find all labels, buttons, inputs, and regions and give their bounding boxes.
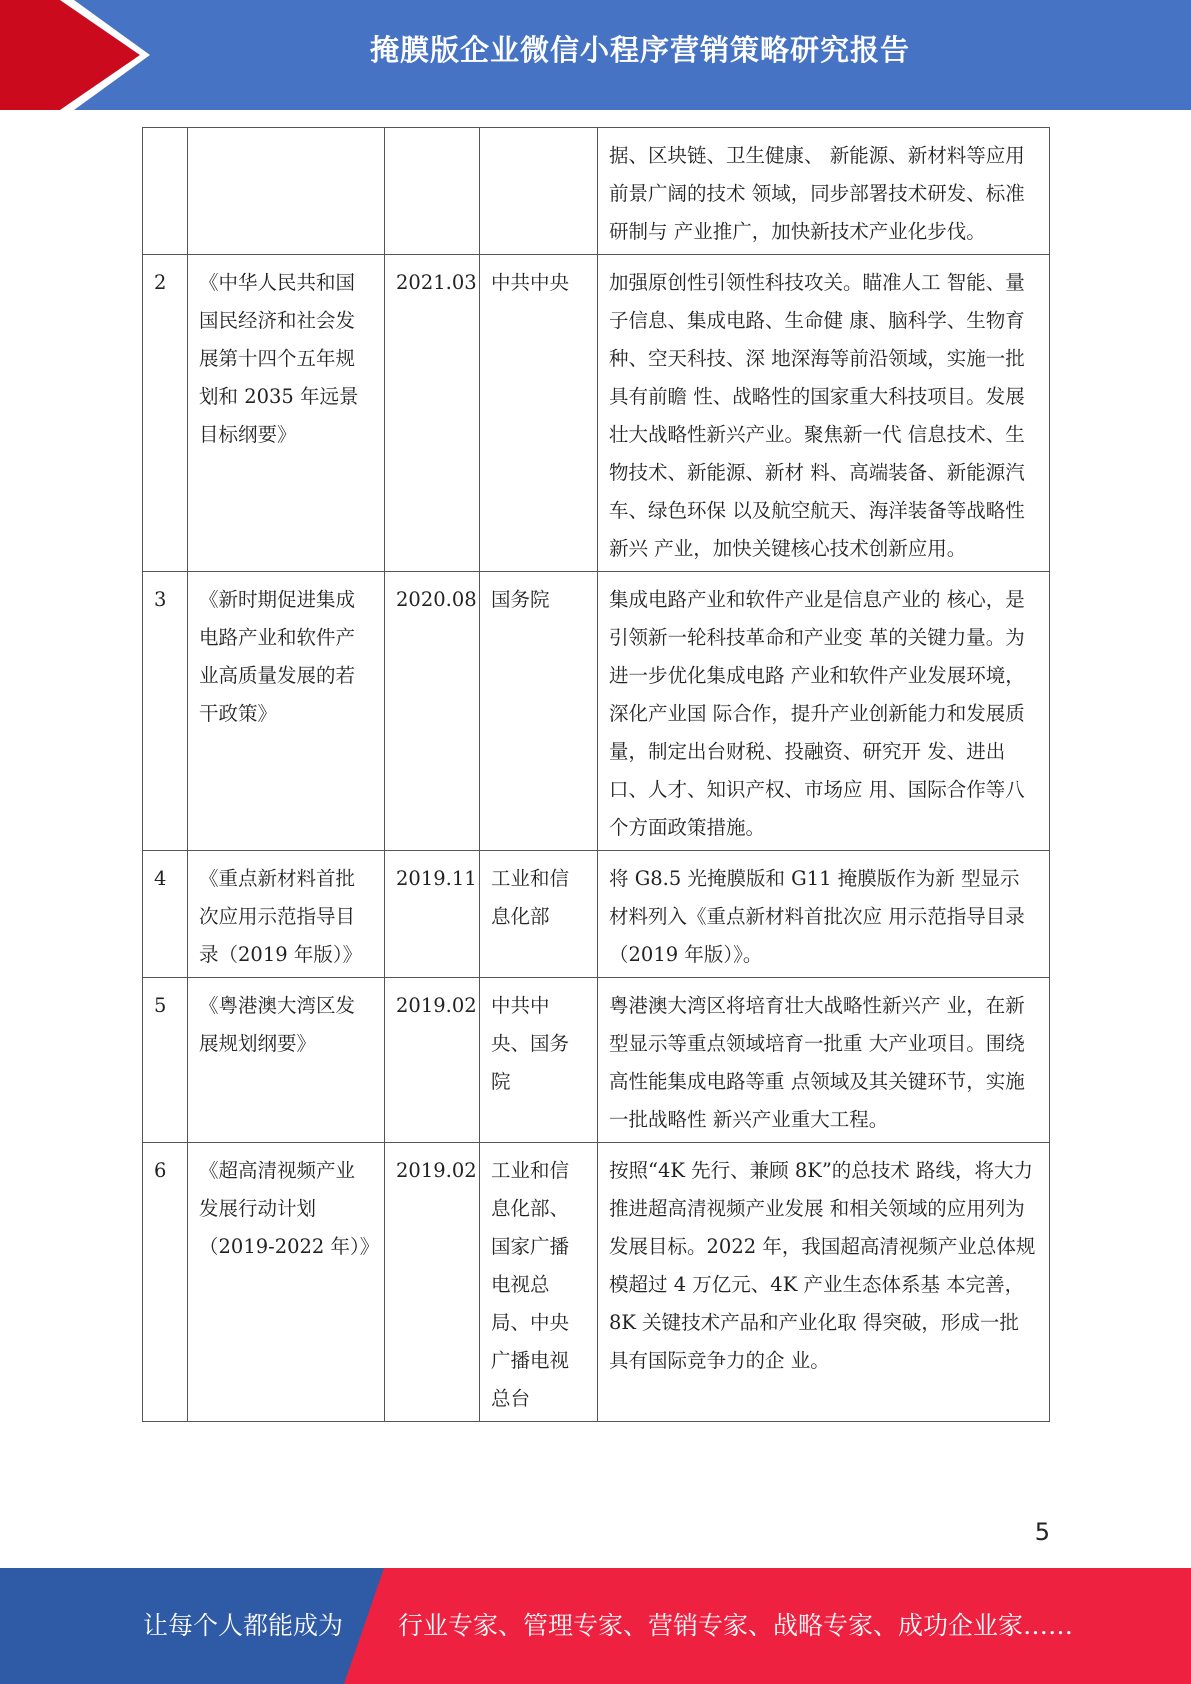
cell-issuer: 工业和信息化部 (480, 851, 598, 978)
cell-policy-name: 《中华人民共和国国民经济和社会发展第十四个五年规划和 2035 年远景目标纲要》 (188, 255, 385, 572)
cell-issuer: 中共中央、国务院 (480, 978, 598, 1143)
table-row (143, 255, 1050, 572)
cell-content: 据、区块链、卫生健康、 新能源、新材料等应用前景广阔的技术 领域，同步部署技术研发、标准研制与 产业推广，加快新技术产业化步伐。 (598, 128, 1050, 255)
cell-issuer: 国务院 (480, 572, 598, 851)
cell-number: 6 (143, 1143, 188, 1422)
cell-policy-name: 《粤港澳大湾区发展规划纲要》 (188, 978, 385, 1143)
cell-content: 粤港澳大湾区将培育壮大战略性新兴产 业，在新型显示等重点领域培育一批重 大产业项目。围绕高性能集成电路等重 点领域及其关键环节，实施一批战略性 新兴产业重大工程。 (598, 978, 1050, 1143)
cell-date: 2019.02 (385, 978, 480, 1143)
table-row (143, 572, 1050, 851)
page-header (0, 0, 1191, 110)
cell-policy-name: 《重点新材料首批次应用示范指导目录（2019 年版）》 (188, 851, 385, 978)
cell-date: 2019.11 (385, 851, 480, 978)
cell-policy-name (188, 128, 385, 255)
cell-number: 3 (143, 572, 188, 851)
cell-content: 将 G8.5 光掩膜版和 G11 掩膜版作为新 型显示材料列入《重点新材料首批次应 用示范指导目录（2019 年版）》。 (598, 851, 1050, 978)
cell-content: 加强原创性引领性科技攻关。瞄准人工 智能、量子信息、集成电路、生命健 康、脑科学、生物育种、空天科技、深 地深海等前沿领域，实施一批具有前瞻 性、战略性的国家重大科技项目。发展壮大战略性新兴产业。聚焦新一代 信息技术、生物技术、新能源、新材 料、高端装备、新能源汽车、绿色环保 以及航空航天、海洋装备等战略性新兴 产业，加快关键核心技术创新应用。 (598, 255, 1050, 572)
table-row (143, 851, 1050, 978)
cell-content: 集成电路产业和软件产业是信息产业的 核心，是引领新一轮科技革命和产业变 革的关键力量。为进一步优化集成电路 产业和软件产业发展环境，深化产业国 际合作，提升产业创新能力和发展质 量，制定出台财税、投融资、研究开 发、进出口、人才、知识产权、市场应 用、国际合作等八个方面政策措施。 (598, 572, 1050, 851)
cell-number: 5 (143, 978, 188, 1143)
report-title: 掩膜版企业微信小程序营销策略研究报告 (369, 33, 910, 67)
header-arrow-decoration (0, 0, 320, 110)
cell-issuer (480, 128, 598, 255)
footer-slogan-right: 行业专家、管理专家、营销专家、战略专家、成功企业家…… (398, 1611, 1074, 1640)
cell-number: 2 (143, 255, 188, 572)
cell-number (143, 128, 188, 255)
cell-issuer: 中共中央 (480, 255, 598, 572)
page-footer (0, 1568, 1191, 1684)
footer-slogan-left: 让每个人都能成为 (143, 1611, 344, 1640)
cell-date (385, 128, 480, 255)
cell-issuer: 工业和信息化部、国家广播电视总局、中央广播电视总台 (480, 1143, 598, 1422)
table-row (143, 128, 1050, 255)
cell-date: 2021.03 (385, 255, 480, 572)
cell-policy-name: 《超高清视频产业发展行动计划（2019-2022 年）》 (188, 1143, 385, 1422)
cell-date: 2019.02 (385, 1143, 480, 1422)
cell-number: 4 (143, 851, 188, 978)
page-number: 5 (1034, 1518, 1050, 1546)
table-row (143, 1143, 1050, 1422)
cell-policy-name: 《新时期促进集成电路产业和软件产业高质量发展的若干政策》 (188, 572, 385, 851)
cell-date: 2020.08 (385, 572, 480, 851)
policy-table (142, 127, 1050, 1422)
cell-content: 按照“4K 先行、兼顾 8K”的总技术 路线，将大力推进超高清视频产业发展 和相关领域的应用列为发展目标。2022 年，我国超高清视频产业总体规 模超过 4 万亿元、4K 产业生态体系基 本完善，8K 关键技术产品和产业化取 得突破，形成一批具有国际竞争力的企 业。 (598, 1143, 1050, 1422)
table-row (143, 978, 1050, 1143)
